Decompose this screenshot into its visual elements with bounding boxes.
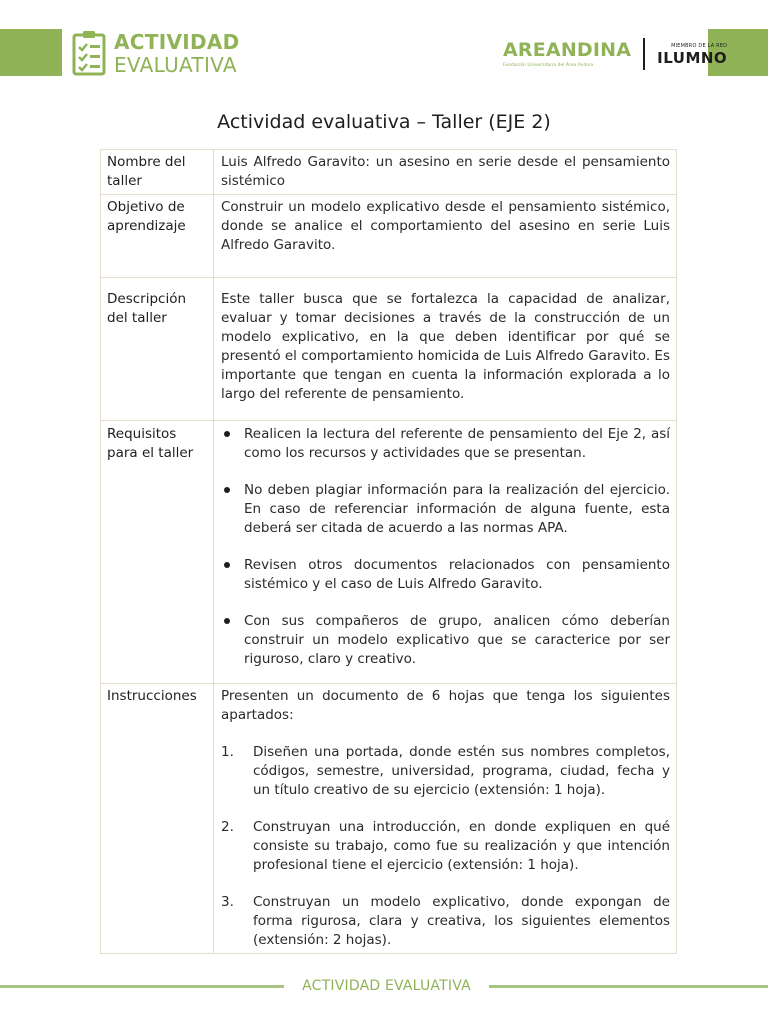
row-content-objetivo: Construir un modelo explicativo desde el pensamiento sistémico, donde se analice el comportamiento del asesino en serie Luis Alfredo Garavito. (214, 195, 677, 278)
row-content-descripcion: Este taller busca que se fortalezca la capacidad de analizar, evaluar y tomar decisiones a través de la construcción de un modelo explicativo, en la que deben identificar por qué se presentó el comportamiento homicida de Luis Alfredo Garavito. Es importante que tengan en cuenta la información explorada a lo largo del referente de pensamiento. (214, 278, 677, 421)
areandina-name: AREANDINA (503, 38, 632, 61)
logo-line-2: EVALUATIVA (114, 52, 237, 77)
areandina-logo (503, 38, 632, 68)
row-label-instrucciones: Instrucciones (101, 684, 214, 954)
row-label-objetivo: Objetivo de aprendizaje (101, 195, 214, 278)
table-row-nombre (101, 150, 677, 195)
table-row-requisitos (101, 421, 677, 684)
institution-logos (503, 38, 727, 70)
activity-table (100, 149, 677, 954)
header-accent-block-left (0, 29, 62, 76)
row-content-requisitos (214, 421, 677, 684)
ilumno-member-text: MIEMBRO DE LA RED (671, 42, 728, 49)
list-item: Revisen otros documentos relacionados con pensamiento sistémico y el caso de Luis Alfredo Garavito. (221, 556, 670, 594)
step-text: Construyan un modelo explicativo, donde expongan de forma rigurosa, clara y creativa, los siguientes elementos (extensión: 2 hojas). (253, 894, 670, 948)
step-number: 2. (221, 819, 234, 835)
list-item: No deben plagiar información para la realización del ejercicio. En caso de referenciar información de alguna fuente, esta deberá ser citada de acuerdo a las normas APA. (221, 481, 670, 538)
footer-rule-left (0, 985, 284, 988)
instructions-list (221, 743, 670, 950)
logo-divider (643, 38, 645, 70)
list-item (221, 893, 670, 950)
page-title: Actividad evaluativa – Taller (EJE 2) (217, 111, 551, 133)
list-item: Realicen la lectura del referente de pensamiento del Eje 2, así como los recursos y actividades que se presentan. (221, 425, 670, 463)
step-text: Diseñen una portada, donde estén sus nombres completos, códigos, semestre, universidad, programa, ciudad, fecha y un título creativo de su ejercicio (extensión: 1 hoja). (253, 744, 670, 798)
table-row-descripcion (101, 278, 677, 421)
footer-rule-right (489, 985, 768, 988)
step-number: 1. (221, 744, 234, 760)
requirements-list (221, 425, 670, 669)
logo-line-1: ACTIVIDAD (114, 29, 240, 54)
ilumno-name: ILUMNO (657, 48, 728, 67)
row-label-nombre: Nombre del taller (101, 150, 214, 195)
instructions-intro: Presenten un documento de 6 hojas que tenga los siguientes apartados: (221, 688, 670, 723)
actividad-evaluativa-logo (72, 29, 240, 77)
footer-label: ACTIVIDAD EVALUATIVA (302, 978, 471, 994)
table-row-instrucciones (101, 684, 677, 954)
step-text: Construyan una introducción, en donde expliquen en qué consiste su trabajo, como fue su realización y que intención profesional tiene el ejercicio (extensión: 1 hoja). (253, 819, 670, 873)
clipboard-checklist-icon (72, 30, 106, 76)
row-label-descripcion: Descripción del taller (101, 278, 214, 421)
list-item (221, 743, 670, 800)
areandina-subtitle: Fundación Universitaria del Área Andina (503, 62, 594, 68)
table-row-objetivo (101, 195, 677, 278)
row-content-instrucciones (214, 684, 677, 954)
list-item (221, 818, 670, 875)
list-item: Con sus compañeros de grupo, analicen cómo deberían construir un modelo explicativo que se caracterice por ser riguroso, claro y creativo. (221, 612, 670, 669)
row-label-requisitos: Requisitos para el taller (101, 421, 214, 684)
ilumno-logo (657, 43, 727, 66)
row-content-nombre: Luis Alfredo Garavito: un asesino en serie desde el pensamiento sistémico (214, 150, 677, 195)
step-number: 3. (221, 894, 234, 910)
